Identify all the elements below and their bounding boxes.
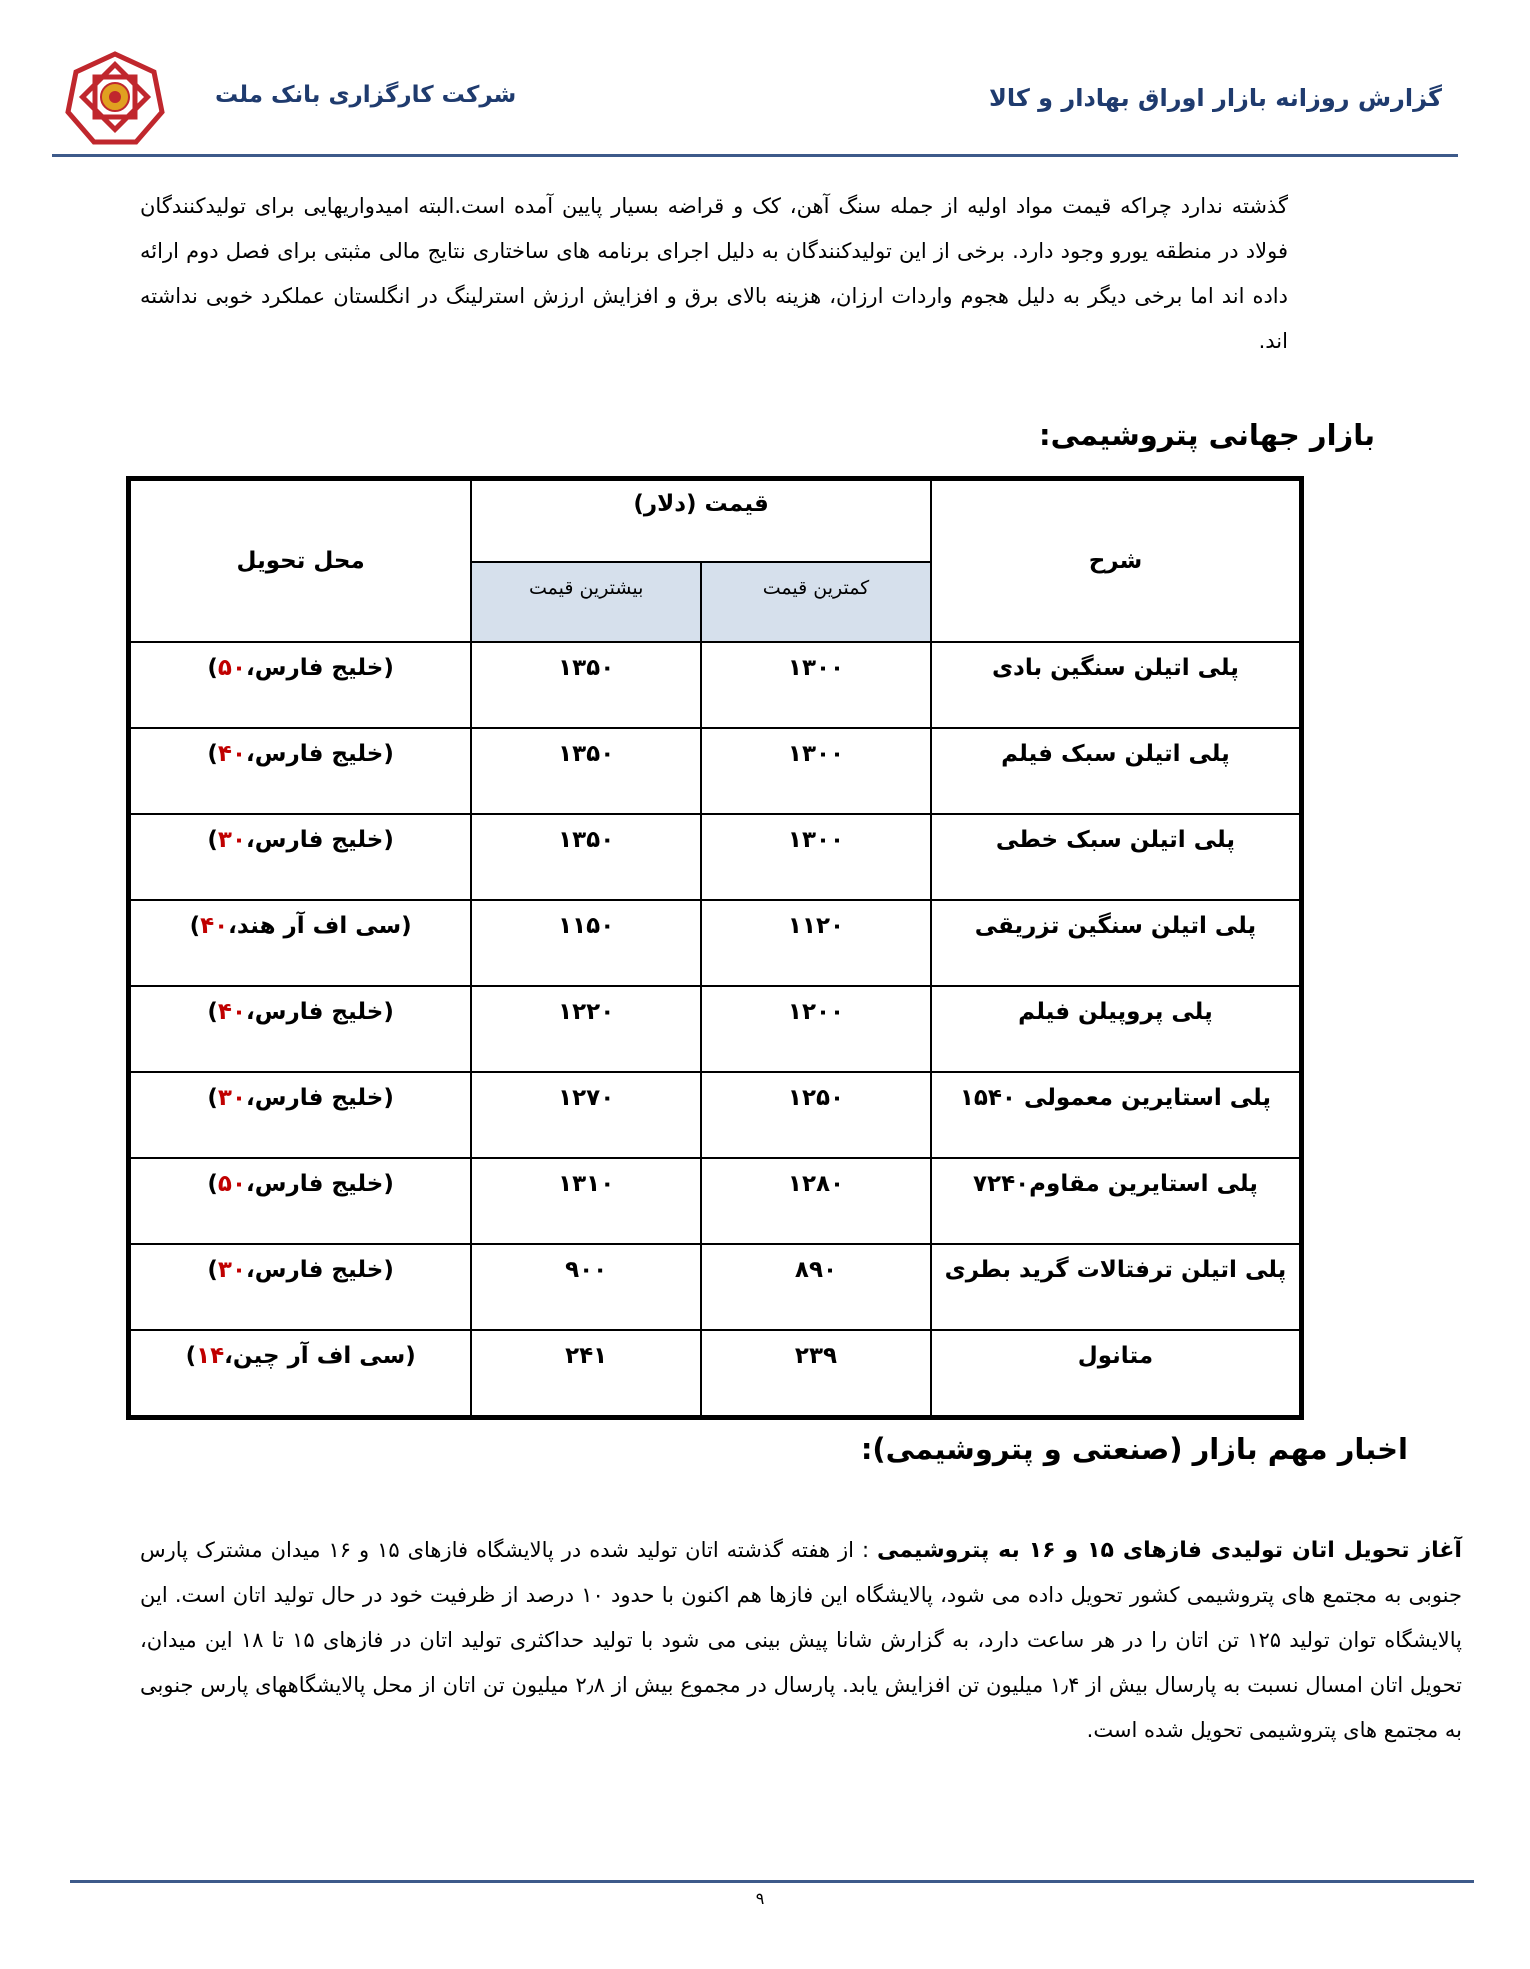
delivery-days: ۵۰ [217,1171,246,1197]
table-row [130,814,1300,900]
delivery-close-paren: ) [207,655,218,681]
section-title-petrochemical: بازار جهانی پتروشیمی: [1039,418,1375,452]
bank-mellat-logo [62,50,168,146]
delivery-location [130,814,471,900]
product-name: پلی اتیلن سبک فیلم [931,728,1300,814]
max-price: ۹۰۰ [471,1244,701,1330]
delivery-days: ۳۰ [217,1085,246,1111]
delivery-place: (سی اف آر چین، [224,1343,416,1369]
delivery-close-paren: ) [189,913,201,939]
delivery-days: ۵۰ [217,655,246,681]
table-row [130,642,1300,728]
delivery-place: (سی اف آر هند، [228,913,412,939]
intro-paragraph: گذشته ندارد چراکه قیمت مواد اولیه از جمله سنگ آهن، کک و قراضه بسیار پایین آمده است.البته امیدواریهایی برای تولیدکنندگان فولاد در منطقه یورو وجود دارد. برخی از این تولیدکنندگان به دلیل اجرای برنامه های ساختاری نتایج مالی مثبتی برای فصل دوم ارائه داده اند اما برخی دیگر به دلیل هجوم واردات ارزان، هزینه بالای برق و افزایش ارزش استرلینگ در انگلستان عملکرد خوبی نداشته اند. [140,194,1288,353]
min-price: ۱۲۵۰ [701,1072,931,1158]
table-row [130,1330,1300,1416]
product-name: پلی استایرین معمولی ۱۵۴۰ [931,1072,1300,1158]
news-paragraph [140,1528,1462,1753]
delivery-days: ۳۰ [217,1257,246,1283]
footer-divider [70,1880,1474,1883]
max-price: ۱۱۵۰ [471,900,701,986]
product-name: پلی اتیلن سنگین بادی [931,642,1300,728]
subheader-min-price: کمترین قیمت [701,562,931,642]
delivery-place: (خلیج فارس، [245,827,394,853]
delivery-place: (خلیج فارس، [245,999,394,1025]
product-name: پلی اتیلن سنگین تزریقی [931,900,1300,986]
max-price: ۱۳۵۰ [471,642,701,728]
min-price: ۱۱۲۰ [701,900,931,986]
header-description: شرح [931,480,1300,642]
delivery-close-paren: ) [207,741,218,767]
min-price: ۱۳۰۰ [701,642,931,728]
section-title-market-news: اخبار مهم بازار (صنعتی و پتروشیمی): [860,1432,1408,1466]
delivery-place: (خلیج فارس، [245,1085,394,1111]
delivery-days: ۳۰ [217,827,246,853]
delivery-place: (خلیج فارس، [245,1257,394,1283]
product-name: متانول [931,1330,1300,1416]
table-row [130,1244,1300,1330]
product-name: پلی استایرین مقاوم۷۲۴۰ [931,1158,1300,1244]
max-price: ۲۴۱ [471,1330,701,1416]
table-row [130,986,1300,1072]
product-name: پلی اتیلن ترفتالات گرید بطری [931,1244,1300,1330]
max-price: ۱۲۷۰ [471,1072,701,1158]
delivery-days: ۴۰ [217,741,246,767]
max-price: ۱۳۵۰ [471,814,701,900]
delivery-location [130,728,471,814]
delivery-location [130,1330,471,1416]
delivery-days: ۴۰ [200,913,229,939]
table-row [130,1158,1300,1244]
delivery-close-paren: ) [207,1085,218,1111]
company-name: شرکت کارگزاری بانک ملت [215,82,517,108]
delivery-close-paren: ) [207,999,218,1025]
delivery-close-paren: ) [207,827,218,853]
min-price: ۸۹۰ [701,1244,931,1330]
delivery-close-paren: ) [207,1257,218,1283]
header-divider [52,154,1458,157]
table-row [130,1072,1300,1158]
product-name: پلی اتیلن سبک خطی [931,814,1300,900]
product-name: پلی پروپیلن فیلم [931,986,1300,1072]
delivery-close-paren: ) [185,1343,197,1369]
max-price: ۱۳۵۰ [471,728,701,814]
delivery-place: (خلیج فارس، [245,1171,394,1197]
table-row [130,728,1300,814]
table-row [130,900,1300,986]
delivery-close-paren: ) [207,1171,218,1197]
min-price: ۱۳۰۰ [701,814,931,900]
delivery-location [130,642,471,728]
delivery-days: ۱۴ [196,1343,225,1369]
delivery-location [130,1158,471,1244]
delivery-location [130,900,471,986]
delivery-days: ۴۰ [217,999,246,1025]
min-price: ۱۲۸۰ [701,1158,931,1244]
header-delivery: محل تحویل [130,480,471,642]
max-price: ۱۲۲۰ [471,986,701,1072]
header-price: قیمت (دلار) [471,480,931,562]
max-price: ۱۳۱۰ [471,1158,701,1244]
subheader-max-price: بیشترین قیمت [471,562,701,642]
min-price: ۱۲۰۰ [701,986,931,1072]
report-title: گزارش روزانه بازار اوراق بهادار و کالا [988,84,1442,112]
delivery-location [130,986,471,1072]
delivery-place: (خلیج فارس، [245,741,394,767]
page-number: ۹ [755,1889,765,1908]
delivery-location [130,1072,471,1158]
price-table [126,476,1304,1420]
delivery-place: (خلیج فارس، [245,655,394,681]
news-body: : از هفته گذشته اتان تولید شده در پالایشگاه فازهای ۱۵ و ۱۶ میدان مشترک پارس جنوبی به مجتمع های پتروشیمی کشور تحویل داده می شود، پالایشگاه این فازها هم اکنون با حدود ۱۰ درصد از ظرفیت خود در حال تولید اتان است. این پالایشگاه توان تولید ۱۲۵ تن اتان را در هر ساعت دارد، به گزارش شانا پیش بینی می شود با تولید حداکثری تولید اتان در فازهای ۱۵ تا ۱۸ این میدان، تحویل اتان امسال نسبت به پارسال بیش از ۱٫۴ میلیون تن افزایش یابد. پارسال در مجموع بیش از ۲٫۸ میلیون تن اتان از محل پالایشگاههای پارس جنوبی به مجتمع های پتروشیمی تحویل شده است. [140,1538,1463,1742]
min-price: ۱۳۰۰ [701,728,931,814]
news-headline: آغاز تحویل اتان تولیدی فازهای ۱۵ و ۱۶ به پتروشیمی [877,1538,1462,1563]
delivery-location [130,1244,471,1330]
min-price: ۲۳۹ [701,1330,931,1416]
